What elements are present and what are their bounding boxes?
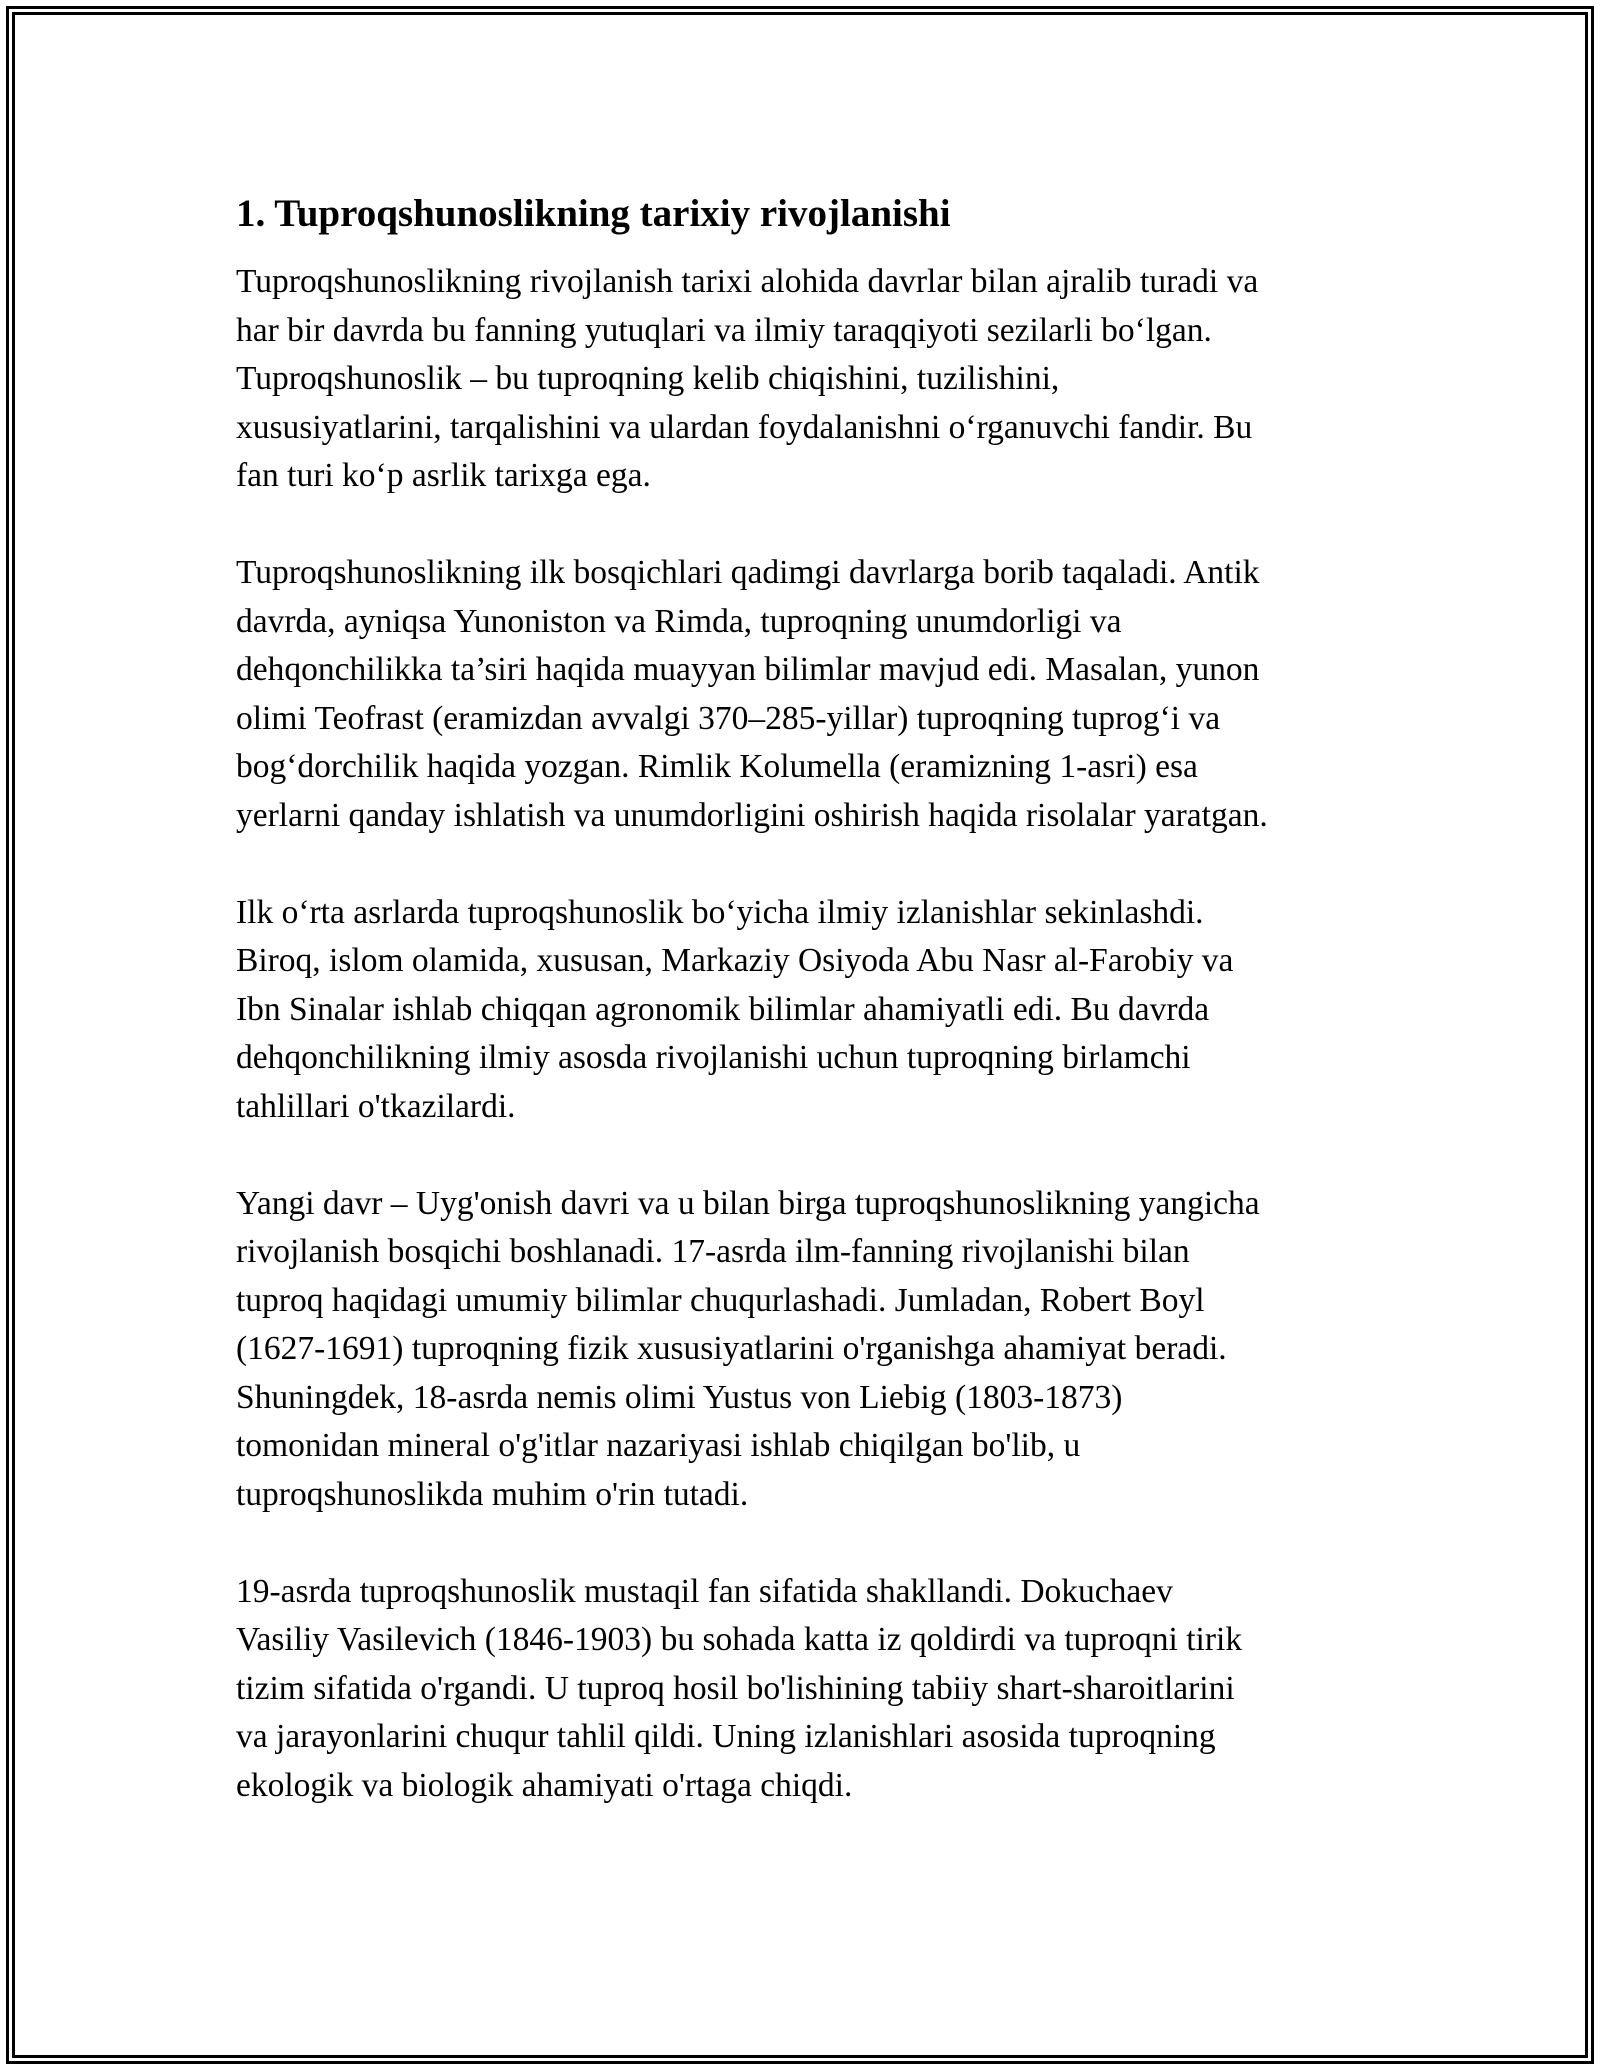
text-line: Vasiliy Vasilevich (1846-1903) bu sohada katta iz qoldirdi va tuproqni tirik (236, 1621, 1243, 1658)
text-line: va jarayonlarini chuqur tahlil qildi. Uning izlanishlari asosida tuproqning (236, 1718, 1216, 1755)
text-line: Tuproqshunoslik – bu tuproqning kelib chiqishini, tuzilishini, (236, 360, 1060, 397)
text-line: tizim sifatida o'rgandi. U tuproq hosil bo'lishining tabiiy shart-sharoitlarini (236, 1669, 1235, 1707)
text-line: Tuproqshunoslikning ilk bosqichlari qadimgi davrlarga borib taqaladi. Antik (236, 554, 1260, 591)
text-line: tomonidan mineral o'g'itlar nazariyasi ishlab chiqilgan bo'lib, u (236, 1427, 1081, 1464)
text-line: tuproq haqidagi umumiy bilimlar chuqurlashadi. Jumladan, Robert Boyl (236, 1281, 1205, 1319)
text-line: xususiyatlarini, tarqalishini va ulardan foydalanishni o‘rganuvchi fandir. Bu (236, 408, 1253, 446)
text-line: 19-asrda tuproqshunoslik mustaqil fan sifatida shakllandi. Dokuchaev (236, 1572, 1173, 1610)
text-line: Biroq, islom olamida, xususan, Markaziy Osiyoda Abu Nasr al-Farobiy va (236, 942, 1234, 979)
text-line: ekologik va biologik ahamiyati o'rtaga chiqdi. (236, 1766, 853, 1804)
text-line: bog‘dorchilik haqida yozgan. Rimlik Kolumella (eramizning 1-asri) esa (236, 748, 1198, 785)
text-line: davrda, ayniqsa Yunoniston va Rimda, tuproqning unumdorligi va (236, 602, 1122, 640)
paragraph-5 (236, 1568, 1376, 1811)
section-heading: 1. Tuproqshunoslikning tarixiy rivojlanishi (236, 192, 951, 235)
paragraph-2 (236, 549, 1376, 840)
text-line: tahlillari o'tkazilardi. (236, 1087, 516, 1125)
document-content (236, 186, 1376, 1859)
text-line: fan turi ko‘p asrlik tarixga ega. (236, 457, 651, 494)
text-line: Tuproqshunoslikning rivojlanish tarixi alohida davrlar bilan ajralib turadi va (236, 263, 1259, 300)
text-line: Shuningdek, 18-asrda nemis olimi Yustus von Liebig (1803-1873) (236, 1378, 1123, 1416)
text-line: olimi Teofrast (eramizdan avvalgi 370–285-yillar) tuproqning tuprog‘i va (236, 699, 1221, 737)
paragraph-3 (236, 889, 1376, 1132)
text-line: yerlarni qanday ishlatish va unumdorligini oshirish haqida risolalar yaratgan. (236, 796, 1268, 834)
text-line: rivojlanish bosqichi boshlanadi. 17-asrda ilm-fanning rivojlanishi bilan (236, 1233, 1190, 1270)
paragraph-list (236, 258, 1376, 1810)
paragraph-4 (236, 1180, 1376, 1520)
text-line: Ibn Sinalar ishlab chiqqan agronomik bilimlar ahamiyatli edi. Bu davrda (236, 990, 1210, 1028)
text-line: dehqonchilikka ta’siri haqida muayyan bilimlar mavjud edi. Masalan, yunon (236, 651, 1260, 688)
text-line: tuproqshunoslikda muhim o'rin tutadi. (236, 1475, 749, 1513)
text-line: (1627-1691) tuproqning fizik xususiyatlarini o'rganishga ahamiyat beradi. (236, 1330, 1227, 1367)
text-line: Yangi davr – Uyg'onish davri va u bilan birga tuproqshunoslikning yangicha (236, 1184, 1260, 1222)
paragraph-1 (236, 258, 1376, 501)
text-line: Ilk o‘rta asrlarda tuproqshunoslik bo‘yicha ilmiy izlanishlar sekinlashdi. (236, 893, 1204, 931)
text-line: dehqonchilikning ilmiy asosda rivojlanishi uchun tuproqning birlamchi (236, 1039, 1191, 1076)
text-line: har bir davrda bu fanning yutuqlari va ilmiy taraqqiyoti sezilarli bo‘lgan. (236, 311, 1212, 349)
